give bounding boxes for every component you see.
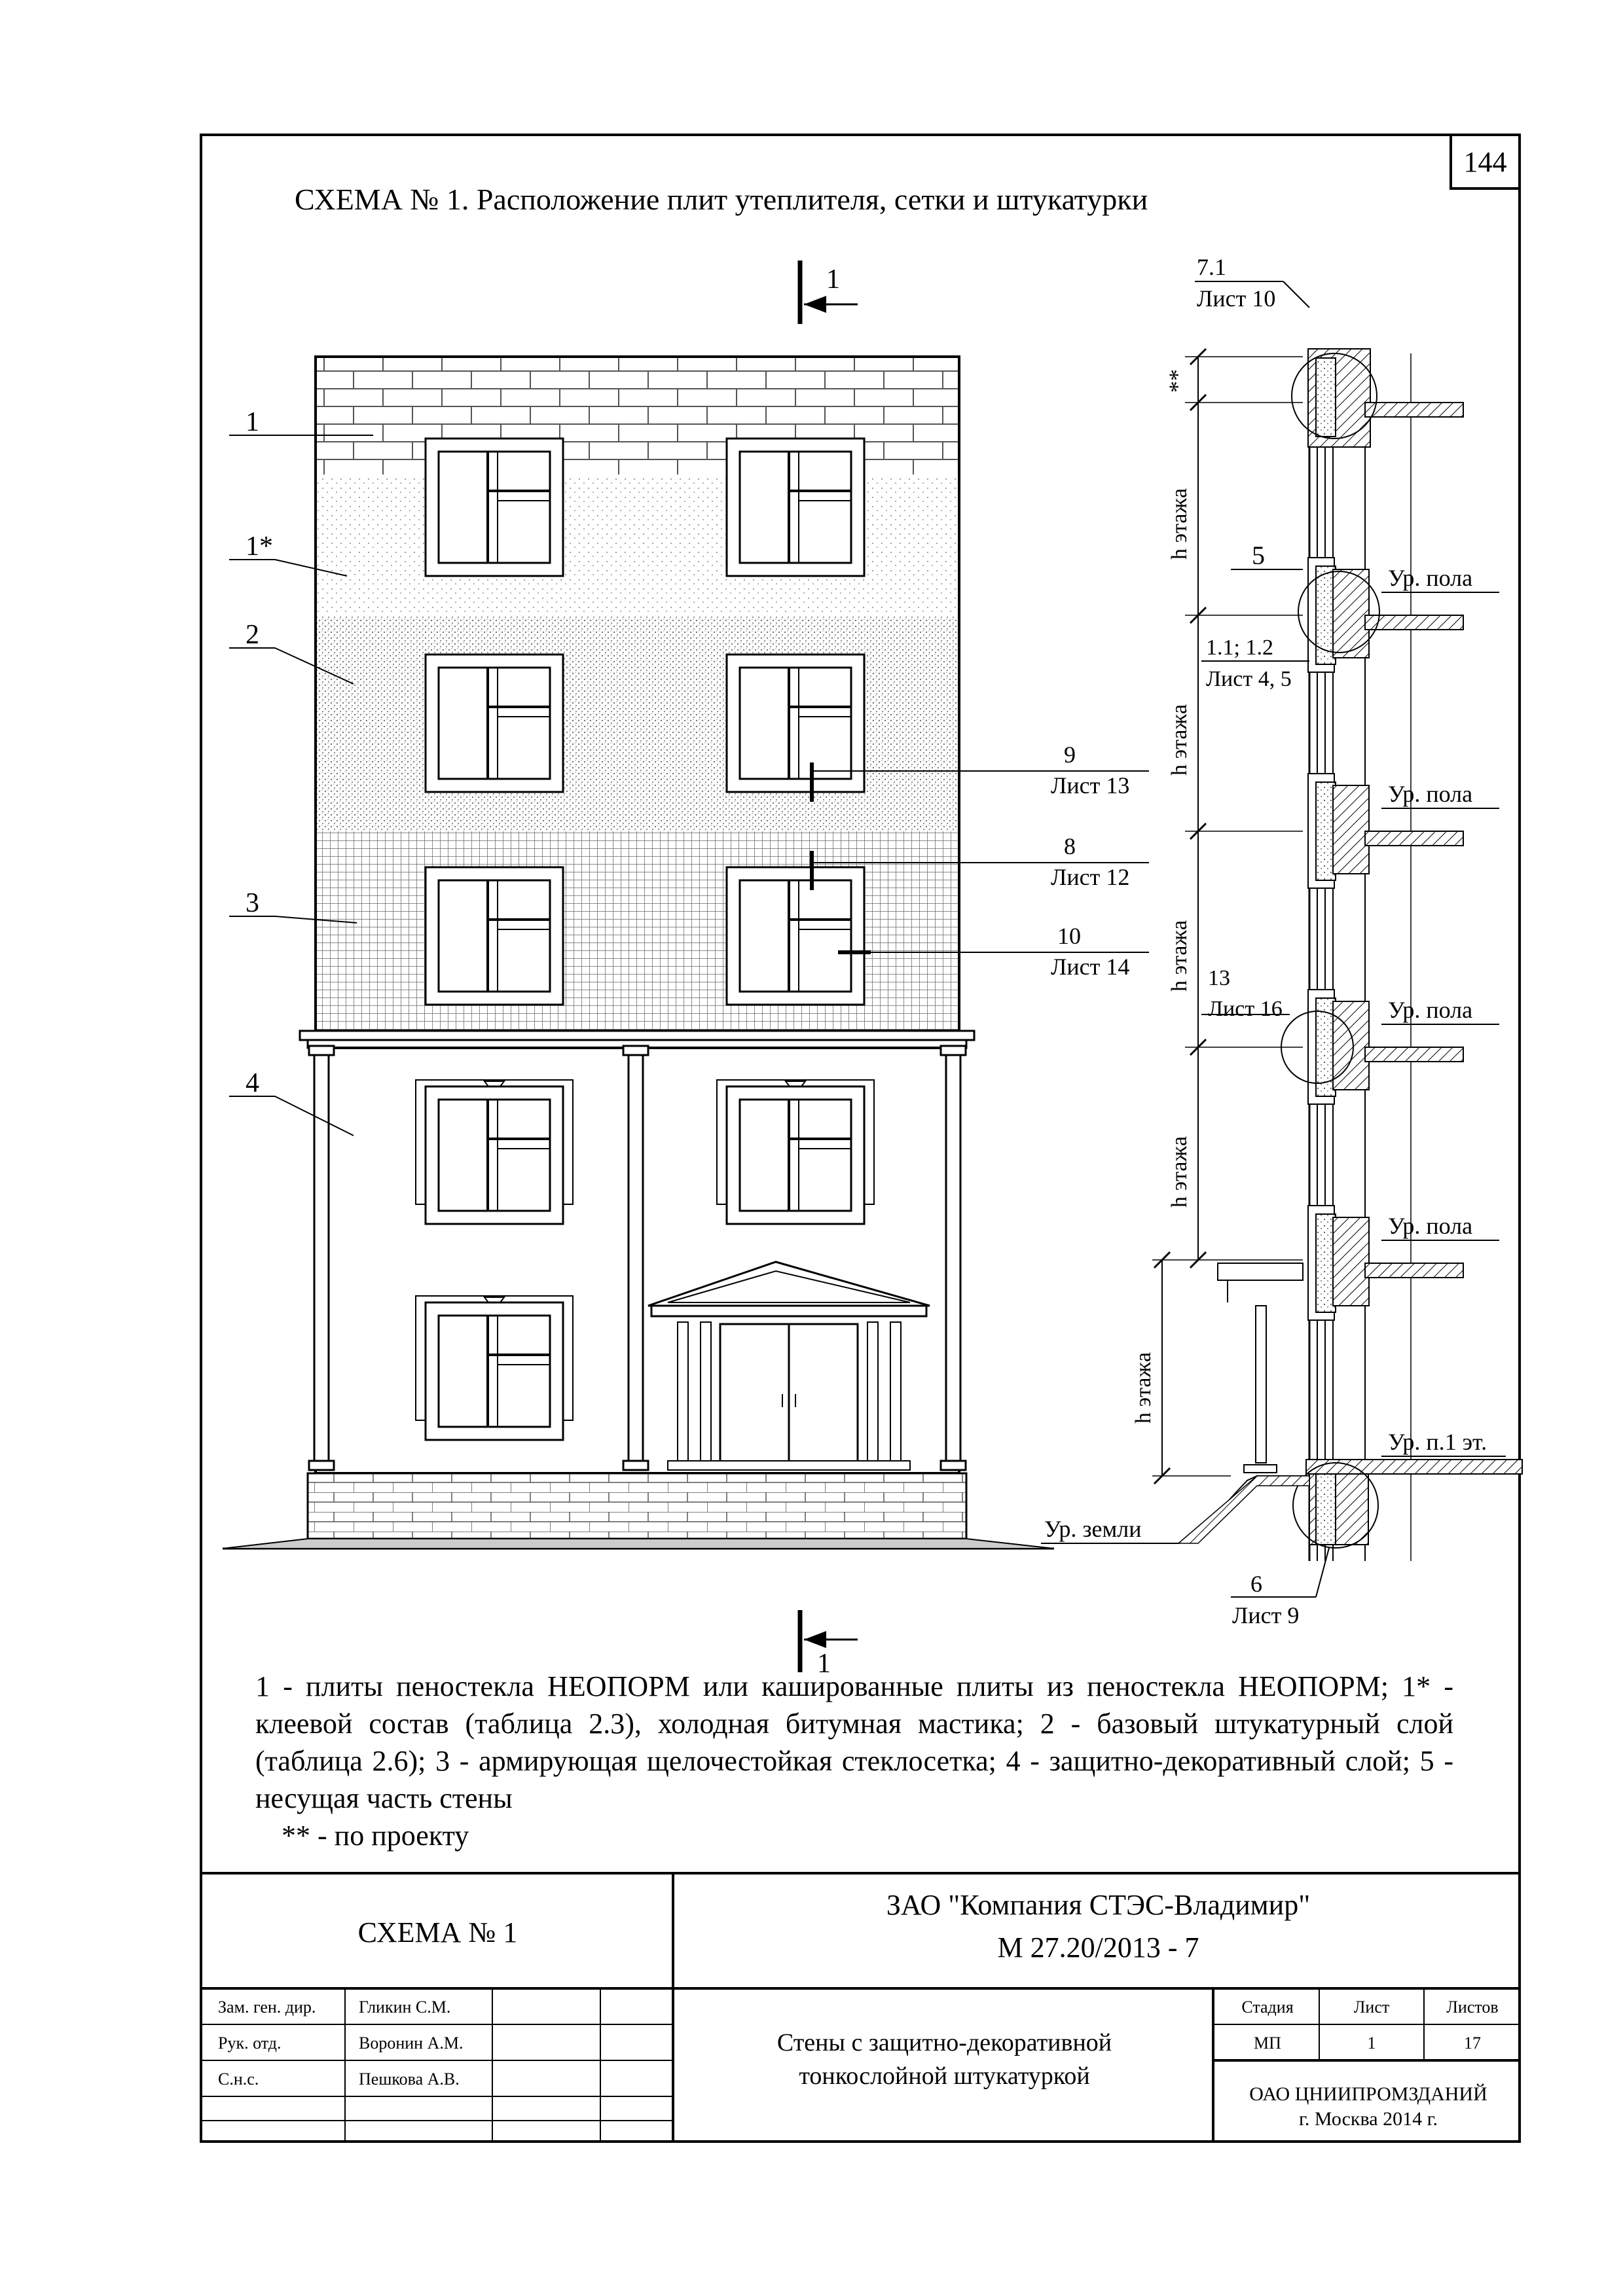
floor-level-1: Ур. пола: [1388, 1213, 1473, 1239]
stage-value: МП: [1254, 2033, 1281, 2053]
floor-level-2: Ур. пола: [1388, 997, 1473, 1023]
dim-h-floor-4: h этажа: [1167, 488, 1192, 560]
callout-9-sheet: Лист 13: [1051, 772, 1130, 798]
stamp-code: М 27.20/2013 - 7: [997, 1931, 1199, 1964]
page-number: 144: [1450, 134, 1521, 190]
subject-line-1: Стены с защитно-декоративной: [776, 2029, 1112, 2056]
floor-level-3: Ур. пола: [1388, 781, 1473, 807]
dim-h-floor-3: h этажа: [1167, 704, 1192, 776]
stage-label: Стадия: [1241, 1997, 1294, 2017]
legend-note: ** - по проекту: [282, 1820, 469, 1852]
dim-h-floor-1: h этажа: [1167, 1136, 1192, 1208]
subject-line-2: тонкослойной штукатуркой: [799, 2062, 1090, 2090]
first-floor-level: Ур. п.1 эт.: [1388, 1429, 1487, 1455]
stamp-city-year: г. Москва 2014 г.: [1299, 2108, 1438, 2130]
dim-stars: **: [1164, 369, 1190, 393]
callout-9-number: 9: [1064, 742, 1076, 768]
stamp-drawing-name: СХЕМА № 1: [357, 1916, 518, 1948]
sheet-value: 1: [1367, 2033, 1376, 2053]
callout-10-sheet: Лист 14: [1051, 954, 1130, 980]
floor-level-4: Ур. пола: [1388, 565, 1473, 591]
legend-text: 1 - плиты пеностекла НЕОПОРМ или кашированные плиты из пеностекла НЕОПОРМ; 1* - клеевой состав (таблица 2.3), холодная битумная мастика; 2 - базовый штукатурный слой (таблица 2.6); 3 - армирующая щелочестойкая стеклосетка; 4 - защитно-декоративный слой; 5 - несущая часть стены: [255, 1670, 1453, 1814]
sheets-label: Листов: [1446, 1997, 1499, 2017]
callout-10-number: 10: [1057, 923, 1081, 949]
role-2: Рук. отд.: [218, 2033, 282, 2053]
dim-h-floor-0: h этажа: [1131, 1352, 1156, 1424]
ref-1-1-sheet: Лист 4, 5: [1206, 667, 1292, 691]
callout-8-number: 8: [1064, 833, 1076, 859]
signer-2: Воронин А.М.: [359, 2033, 464, 2053]
schema-title: СХЕМА № 1. Расположение плит утеплителя, сетки и штукатурки: [295, 183, 1148, 216]
role-3: С.н.с.: [218, 2069, 259, 2089]
ref-5: 5: [1252, 541, 1265, 570]
label-2: 2: [246, 620, 259, 650]
ref-13-sheet: Лист 16: [1208, 997, 1283, 1021]
label-1-star: 1*: [246, 531, 273, 562]
sheet-label: Лист: [1353, 1997, 1390, 2017]
ref-13-number: 13: [1208, 966, 1230, 990]
ref-6-sheet: Лист 9: [1232, 1602, 1300, 1628]
ref-7-1-sheet: Лист 10: [1197, 285, 1276, 312]
sheets-value: 17: [1464, 2033, 1481, 2053]
signer-3: Пешкова А.В.: [359, 2069, 460, 2089]
section-mark-bottom-label: 1: [817, 1649, 831, 1679]
label-3: 3: [246, 888, 259, 918]
ref-1-1-number: 1.1; 1.2: [1206, 636, 1273, 660]
ref-7-1-number: 7.1: [1197, 254, 1226, 280]
label-1: 1: [246, 407, 259, 437]
stamp-org: ОАО ЦНИИПРОМЗДАНИЙ: [1249, 2083, 1487, 2105]
signer-1: Гликин С.М.: [359, 1997, 451, 2017]
ground-level: Ур. земли: [1044, 1516, 1142, 1542]
role-1: Зам. ген. дир.: [218, 1997, 316, 2017]
section-mark-top-label: 1: [826, 264, 840, 295]
stamp-company: ЗАО "Компания СТЭС-Владимир": [886, 1888, 1311, 1921]
label-4: 4: [246, 1068, 259, 1098]
callout-8-sheet: Лист 12: [1051, 864, 1130, 890]
ref-6-number: 6: [1250, 1571, 1262, 1597]
dim-h-floor-2: h этажа: [1167, 920, 1192, 992]
